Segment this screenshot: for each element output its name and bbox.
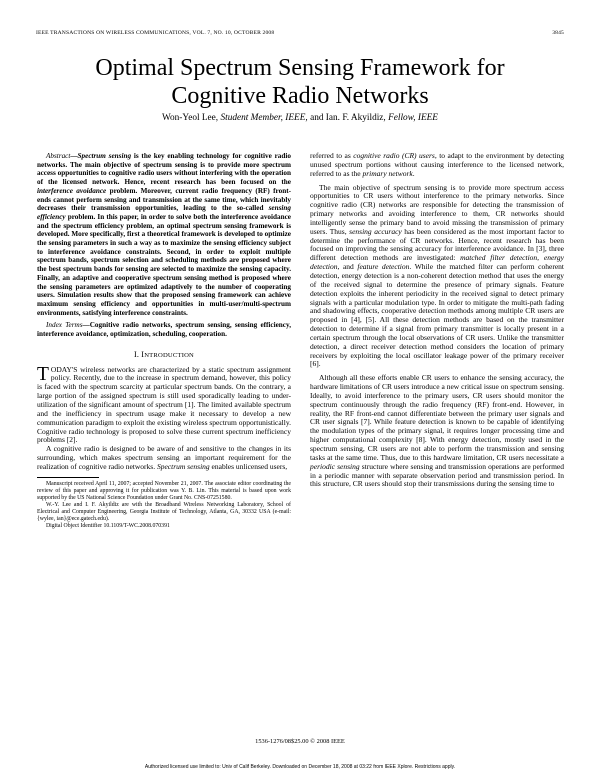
intro-p2-emph: Spectrum sensing bbox=[156, 461, 210, 471]
left-column bbox=[37, 152, 291, 530]
abstract-emph-3: sensing efficiency bbox=[37, 204, 291, 221]
right-paragraph-3 bbox=[310, 374, 564, 489]
author-1-role: Student Member, IEEE, bbox=[220, 113, 308, 123]
author-1-name: Won-Yeol Lee, bbox=[161, 113, 219, 123]
author-connector: and Ian. F. Akyildiz, bbox=[310, 113, 386, 123]
journal-name: IEEE TRANSACTIONS ON WIRELESS COMMUNICATIONS, VOL. 7, NO. 10, OCTOBER 2008 bbox=[36, 30, 275, 36]
right-p1-a: referred to as bbox=[310, 151, 354, 160]
right-p1-c: , to adapt to the environment by detecting unused spectrum portions without causing interference to the licensed network, referred to as the bbox=[310, 151, 565, 178]
right-p3-a: Although all these efforts enable CR users to enhance the sensing accuracy, the hardware limitations of CR users introduce a new critical issue on spectrum sensing. Ideally, to avoid interference to the primary users, CR users should monitor the spectrum continuously through the radio frequency (RF) front-end. However, in reality, the RF front-end cannot differentiate between the primary user signals and CR user signals [7]. While feature detection is known to be capable of identifying the modulation types of the primary signal, it requires longer processing time and higher computational complexity [8]. With energy detection, mostly used in the spectrum sensing, CR users are not able to perform the transmission and sensing tasks at the same time. Thus, due to this hardware limitation, CR users necessitate a bbox=[310, 373, 564, 462]
index-terms-dash: — bbox=[82, 321, 90, 330]
right-p1-emph-1: cognitive radio (CR) users bbox=[353, 151, 435, 160]
right-p2-g: . While the matched filter can perform coherent detection, energy detection is a non-coherent detection method that uses the energy of the received signal to determine the presence of primary signals. Feature detection exploits the inherent periodicity in the received signal to detect primary signals with a particular modulation type. In order to mitigate the multi-path fading and shadowing effects, cooperative detection methods among multiple CR users are proposed in [4], [5]. All these detection methods are based on the transmitter detection to determine if a signal from primary transmitter is locally present in a certain spectrum through the local observations of CR users. Unlike the transmitter detection, a direct receiver detection method considers the location of primary receivers by exploiting the local oscillator leakage power of the primary receiver [6]. bbox=[310, 262, 564, 369]
intro-caps: ODAY'S bbox=[50, 364, 78, 374]
right-p1-e: . bbox=[412, 168, 415, 178]
right-p2-emph-2: matched filter detection, energy detection bbox=[310, 253, 564, 272]
right-p3-c: structure where sensing and transmission operations are performed in a periodic manner with separate observation period and transmission period. In this structure, CR users should stop their transmissions during the sensing time to bbox=[310, 461, 564, 489]
title-line-2: Cognitive Radio Networks bbox=[171, 83, 429, 109]
right-p2-c: has been considered as the most important factor to determine the performance of CR networks. Hence, recent research has been focused on improving the sensing accuracy for interference avoidance. In [3], three different detection methods are investigated: bbox=[310, 226, 564, 263]
right-paragraph-1 bbox=[310, 152, 564, 179]
copyright-line: 1536-1276/08$25.00 © 2008 IEEE bbox=[255, 738, 345, 745]
right-paragraph-2 bbox=[310, 184, 564, 370]
footnote-rule bbox=[37, 477, 99, 478]
intro-paragraph-2 bbox=[37, 445, 291, 472]
footnote-affiliation: W.-Y. Lee and I. F. Akyildiz are with the Broadband Wireless Networking Laboratory, School of Electrical and Computer Engineering, Georgia Institute of Technology, Atlanta, GA, 30332 USA (e-mail: {wylee, ian}@ece.gatech.edu). bbox=[37, 501, 291, 522]
index-terms-text: Cognitive radio networks, spectrum sensing, sensing efficiency, interference avoidance, optimization, scheduling, cooperation. bbox=[37, 321, 291, 339]
paper-title bbox=[0, 54, 600, 110]
license-footer: Authorized licensed use limited to: Univ of Calif Berkeley. Downloaded on December 18, 2008 at 03:22 from IEEE Xplore. Restrictions apply. bbox=[144, 764, 456, 770]
intro-p2-c: enables unlicensed users, bbox=[209, 461, 288, 471]
right-p2-emph-3: feature detection bbox=[357, 262, 410, 272]
right-p3-emph: periodic sensing bbox=[310, 461, 360, 471]
right-column bbox=[310, 152, 564, 489]
abstract-lead: Abstract bbox=[46, 152, 71, 160]
abstract-dash: — bbox=[70, 152, 78, 160]
index-terms-lead: Index Terms bbox=[46, 321, 83, 330]
intro-text-1: wireless networks are characterized by a static spectrum assignment policy. Recently, due to the increase in spectrum demand, however, this policy is faced with the spectrum scarcity at particular spectrum bands. On the contrary, a large portion of the assigned spectrum is still used sporadically leading to under-utilization of the significant amount of spectrum [1]. The limited available spectrum and the inefficiency in spectrum usage make it necessary to develop a new communication paradigm to exploit the existing wireless spectrum opportunistically. Cognitive radio technology is proposed to solve these current spectrum inefficiency problems [2]. bbox=[37, 364, 291, 445]
page-number: 3845 bbox=[552, 30, 564, 36]
drop-cap: T bbox=[37, 363, 49, 385]
section-rest: NTRODUCTION bbox=[144, 351, 195, 359]
right-p2-e: , and bbox=[337, 262, 358, 272]
abstract-text-2: problem. Moreover, current radio frequency (RF) front-ends cannot perform sensing and transmission at the same time, which inevitably decreases their transmission opportunities, leading to the so-called bbox=[37, 186, 291, 213]
right-p1-emph-2: primary network bbox=[362, 168, 413, 178]
abstract bbox=[37, 152, 291, 317]
author-2-role: Fellow, IEEE bbox=[388, 113, 438, 123]
footnote-manuscript: Manuscript received April 11, 2007; accepted November 21, 2007. The associate editor coordinating the review of this paper and approving it for publication was Y. B. Lin. This material is based upon work supported by the US National Science Foundation under Grant No. CNS-07251580. bbox=[37, 480, 291, 501]
section-heading-introduction bbox=[37, 351, 291, 361]
abstract-text-1: is the key enabling technology for cognitive radio networks. The main objective of spectrum sensing is to provide more spectrum access opportunities to cognitive radio users without interfering with the operation of the licensed network. Hence, recent research has been focused on the bbox=[37, 152, 291, 187]
running-header bbox=[36, 30, 564, 36]
author-line bbox=[0, 113, 600, 123]
abstract-text-3: problem. In this paper, in order to solve both the interference avoidance and the spectrum efficiency problem, an optimal spectrum sensing framework is developed. More specifically, first a theoretical framework is developed to optimize the sensing parameters in such a way as to maximize the sensing efficiency subject to interference avoidance constraints. Second, in order to exploit multiple spectrum bands, spectrum selection and scheduling methods are proposed where the best spectrum bands for sensing are selected to maximize the sensing capacity. Finally, an adaptive and cooperative spectrum sensing method is proposed where the sensing parameters are optimized adaptively to the number of cooperating users. Simulation results show that the proposed sensing framework can achieve maximum sensing efficiency and opportunities in multi-user/multi-spectrum environments, satisfying interference constraints. bbox=[37, 212, 291, 317]
right-p2-a: The main objective of spectrum sensing is to provide more spectrum access opportunities to CR users without interference to the primary networks. Since cognitive radio (CR) networks are responsible for detecting the transmission of primary networks and avoiding interference to them, CR networks should intelligently sense the primary band to avoid missing the transmission of primary users. Thus, bbox=[310, 182, 564, 236]
section-numeral: I. bbox=[133, 349, 142, 359]
right-p2-emph-1: sensing accuracy bbox=[349, 226, 402, 236]
intro-paragraph-1 bbox=[37, 363, 291, 446]
abstract-emph-2: interference avoidance bbox=[37, 186, 107, 195]
intro-p2-a: A cognitive radio is designed to be aware of and sensitive to the changes in its surrounding, which makes spectrum sensing an important requirement for the realization of cognitive radio networks. bbox=[37, 444, 291, 471]
abstract-emph-1: Spectrum sensing bbox=[77, 152, 132, 160]
title-line-1: Optimal Spectrum Sensing Framework for bbox=[95, 55, 505, 81]
section-first-letter: I bbox=[141, 349, 145, 359]
footnote-doi: Digital Object Identifier 10.1109/T-WC.2008.070391 bbox=[46, 522, 170, 529]
index-terms bbox=[37, 321, 291, 338]
